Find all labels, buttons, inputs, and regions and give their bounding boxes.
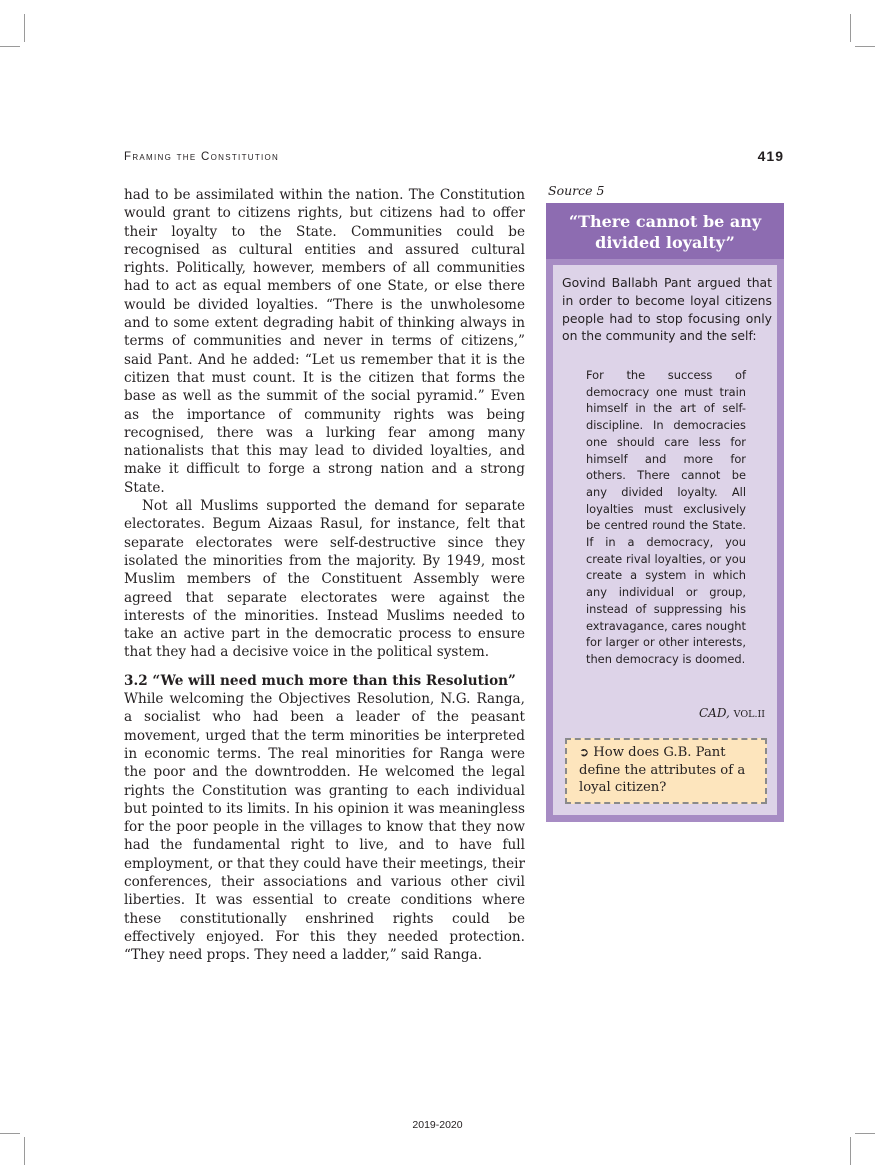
- footer-year: 2019-2020: [412, 1119, 463, 1131]
- crop-mark: [0, 1133, 20, 1134]
- running-head: Framing the Constitution: [124, 151, 280, 163]
- source-title: “There cannot be any divided loyalty”: [546, 203, 784, 259]
- body-paragraph: While welcoming the Objectives Resolution, N.G. Ranga, a socialist who had been a leader of the peasant movement, urged that the term minorities be interpreted in economic terms. The real minorities for Ranga were the poor and the downtrodden. He welcomed the legal rights the Constitution was granting to each individual but pointed to its limits. In his opinion it was meaningless for the poor people in the villages to know that they now had the fundamental right to live, and to have full employment, or that they could have their meetings, their conferences, their associations and various other civil liberties. It was essential to create conditions where these constitutionally enshrined rights could be effectively enjoyed. For this they needed protection. “They need props. They need a ladder,” said Ranga.: [124, 691, 525, 964]
- source-body: [553, 265, 777, 815]
- body-paragraph: had to be assimilated within the nation. The Constitution would grant to citizens rights, but citizens had to offer their loyalty to the State. Communities could be recognised as cultural entities and assured cultural rights. Politically, however, members of all communities had to act as equal members of one State, or else there would be divided loyalties. “There is the unwholesome and to some extent degrading habit of thinking always in terms of communities and never in terms of citizens,” said Pant. And he added: “Let us remember that it is the citizen that must count. It is the citizen that forms the base as well as the summit of the social pyramid.” Even as the importance of community rights was being recognised, there was a lurking fear among many nationalists that this may lead to divided loyalties, and make it difficult to forge a strong nation and a strong State.: [124, 187, 525, 496]
- citation-volume: VOL.II: [733, 709, 765, 720]
- citation-title: CAD,: [698, 706, 730, 720]
- crop-mark: [850, 1137, 851, 1165]
- main-text-column: [124, 186, 525, 964]
- crop-mark: [24, 1137, 25, 1165]
- crop-mark: [24, 14, 25, 42]
- page-number: 419: [757, 148, 784, 164]
- crop-mark: [0, 46, 20, 47]
- section-heading: 3.2 “We will need much more than this Resolution”: [124, 672, 516, 689]
- source-quote: For the success of democracy one must train himself in the art of self-discipline. In democracies one should care less for himself and more for others. There cannot be any divided loyalty. All loyalties must exclusively be centred round the State. If in a democracy, you create rival loyalties, or you create a system in which any individual or group, instead of suppressing his extravagance, cares nought for larger or other interests, then democracy is doomed.: [586, 368, 746, 666]
- question-text: How does G.B. Pant define the attributes of a loyal citizen?: [579, 745, 746, 796]
- crop-mark: [850, 14, 851, 42]
- question-box: [565, 738, 767, 804]
- crop-mark: [855, 46, 875, 47]
- source-box: [546, 203, 784, 822]
- body-paragraph: Not all Muslims supported the demand for separate electorates. Begum Aizaas Rasul, for instance, felt that separate electorates were self-destructive since they isolated the minorities from the majority. By 1949, most Muslim members of the Constituent Assembly were agreed that separate electorates were against the interests of the minorities. Instead Muslims needed to take an active part in the democratic process to ensure that they had a decisive voice in the political system.: [124, 498, 525, 661]
- source-label: Source 5: [548, 183, 605, 198]
- source-intro: Govind Ballabh Pant argued that in order to become loyal citizens people had to stop focusing only on the community and the self:: [562, 275, 772, 344]
- arrow-right-circle-icon: ➲: [579, 745, 590, 759]
- source-citation: [699, 706, 765, 720]
- crop-mark: [855, 1133, 875, 1134]
